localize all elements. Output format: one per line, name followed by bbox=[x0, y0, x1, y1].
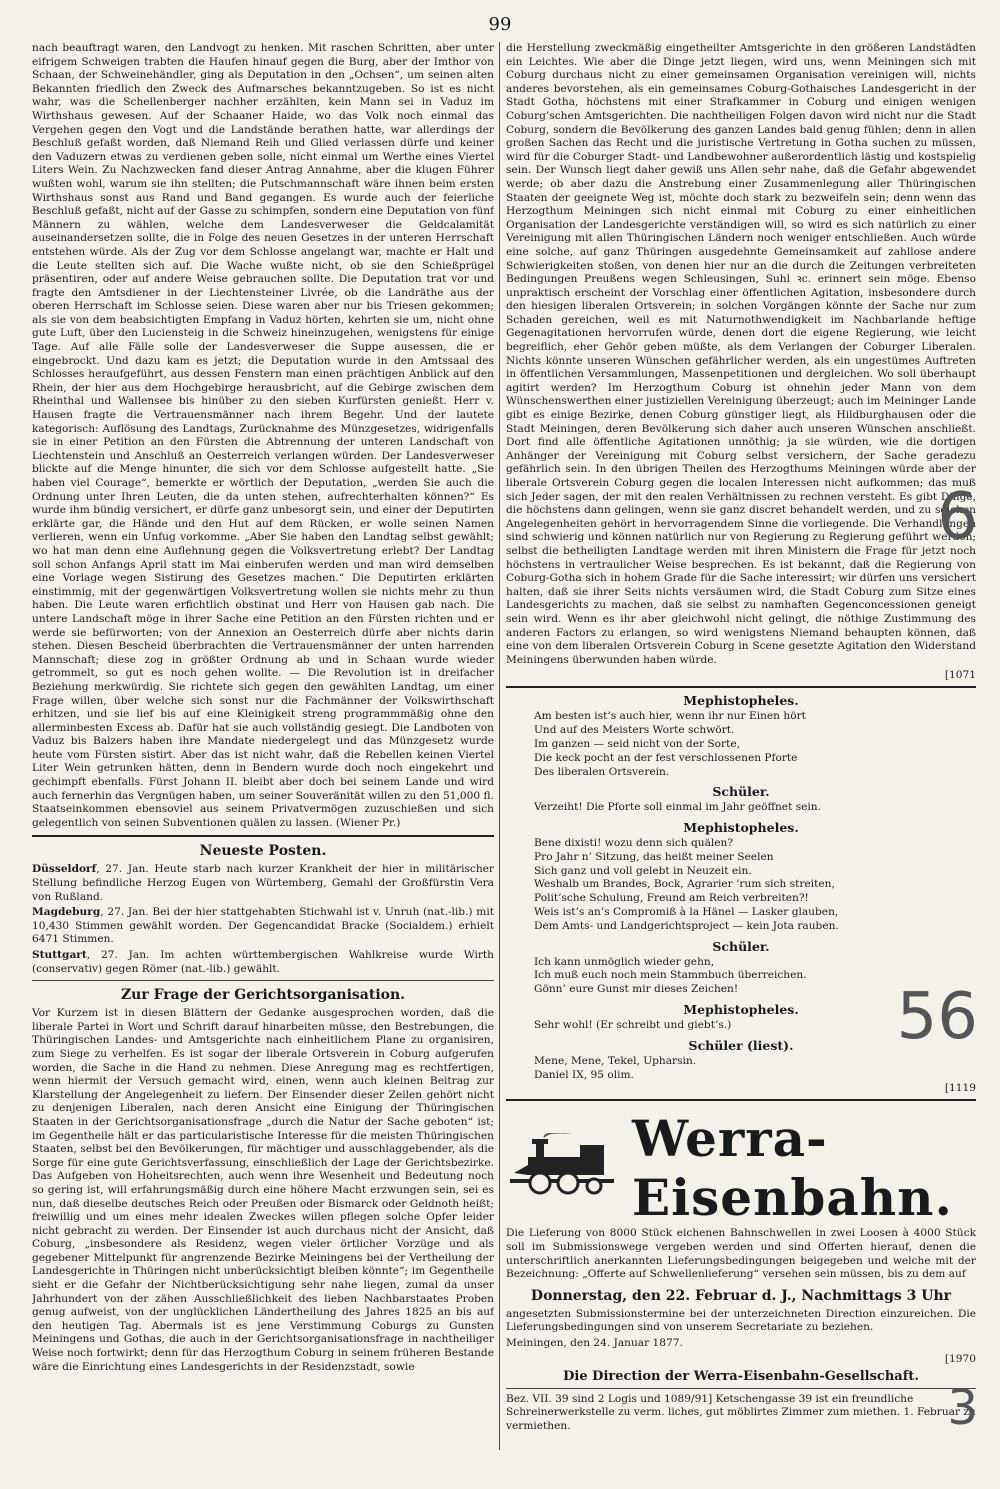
verse-line: Ich muß euch noch mein Stammbuch überreichen. bbox=[534, 969, 807, 982]
news-heading: Neueste Posten. bbox=[199, 843, 327, 860]
right-column bbox=[506, 42, 976, 1462]
speaker-name: Schüler. bbox=[712, 784, 770, 800]
railway-advertisement bbox=[506, 1109, 976, 1383]
verse-line: Dem Amts- und Landgerichtsproject — kein Jota rauben. bbox=[534, 919, 839, 932]
ad-header bbox=[506, 1109, 976, 1227]
verse-line: Daniel IX, 95 olim. bbox=[534, 1068, 634, 1081]
news-text: , 27. Jan. Bei der hier stattgehabten Stichwahl ist v. Unruh (nat.-lib.) mit 10,430 Stimmen gewählt worden. Der Gegencandidat Bracke (Socialdem.) erhielt 6471 Stimmen. bbox=[32, 906, 494, 946]
ad-body: Die Lieferung von 8000 Stück eichenen Bahnschwellen in zwei Loosen à 4000 Stück soll im Submissionswege vergeben werden und sind Offerten hierauf, denen die unterschriftlich anerkannten Lieferungsbedingungen beigegeben und welche mit der Bezeichnung: „Offerte auf Schwellenlieferung“ versehen sein müssen, bis zu dem auf bbox=[506, 1227, 976, 1281]
reference-number: [1071 bbox=[944, 669, 976, 682]
news-place: Düsseldorf bbox=[32, 863, 97, 876]
article-text: Vor Kurzem ist in diesen Blättern der Gedanke ausgesprochen worden, daß die liberale Partei in Wort und Schrift darauf hinarbeiten müsse, den Bestrebungen, die Thüringischen Landes- und Amtsgerichte nach einheitlichem Plane zu organisiren, zum Siege zu verhelfen. Es ist sogar der liberale Ortsverein in Coburg aufgerufen worden, die Sache in die Hand zu nehmen. Diese Anregung mag es rechtfertigen, wenn hiermit der Versuch gemacht wird, einen, wenn auch kleinen Beitrag zur Klarstellung der Angelegenheit zu liefern. Der Einsender dieser Zeilen gehört nicht zu denjenigen Liberalen, nach deren Ansicht eine Einigung der Thüringischen Staaten in der Gerichtsorganisationsfrage „durch die Natur der Sache geboten“ ist; im Gegentheile hält er das particularistische Interesse für die meisten Thüringischen Staaten, selbst bei den Bevölkerungen, für mächtiger und ausschlaggebender, als die Sorge für eine gute Gerichtsverfassung, einschließlich der Lage der Gerichtsbezirke. Das Aufgeben von Hoheitsrechten, auch wenn ihre Wesenheit und Bedeutung noch so gering ist, will erfahrungsmäßig durch eine höhere Macht erzwungen sein, sei es nun, daß dieselbe deutsches Reich oder Preußen oder Bismarck oder Geldnoth heißt; freiwillig und um eines mehr idealen Zweckes willen pflegen solche Opfer leider nicht gebracht zu werden. Der Einsender ist auch durchaus nicht der Ansicht, daß Coburg, „insbesondere als Residenz, wegen vieler örtlicher Vorzüge und als gegebener Mittelpunkt für angrenzende Bezirke Meiningens bei der Vertheilung der Landesgerichte in Thüringen nicht unberücksichtigt bleiben könnte“; im Gegentheile sieht er die Gefahr der Nichtberücksichtigung sehr nahe liegen, zumal da unser Jahrhundert von der zähen Ausschließlichkeit des lieben Nachbarstaates Proben genug aufweist, von der unglücklichen Ländertheilung des Jahres 1825 an bis auf den heutigen Tag. Abermals ist es jene Verstimmung Coburgs zu Gunsten Meiningens und Gothas, die auch in der Gerichtsorganisationsfrage in nachtheiliger Weise noch fortwirkt; denn für das Herzogthum Coburg in seinem früheren Bestande wäre die Einrichtung eines Landesgerichts in der Residenzstadt, sowie bbox=[32, 1007, 494, 1373]
reference-number: [1119 bbox=[944, 1082, 976, 1095]
news-place: Stuttgart bbox=[32, 949, 87, 961]
ad-date-line: Donnerstag, den 22. Februar d. J., Nachmittags 3 Uhr bbox=[530, 1287, 952, 1304]
verse-line: Weshalb um Brandes, Bock, Agrarier ’rum sich streiten, bbox=[534, 878, 835, 891]
verse-line: Gönn’ eure Gunst mir dieses Zeichen! bbox=[534, 983, 739, 996]
handwritten-mark: 6 bbox=[937, 480, 978, 554]
news-place: Magdeburg bbox=[32, 906, 101, 919]
reference-number: [1970 bbox=[944, 1352, 976, 1365]
verse-line: Des liberalen Ortsverein. bbox=[534, 765, 670, 778]
article-text: nach beauftragt waren, den Landvogt zu henken. Mit raschen Schritten, aber unter eifrigem Schweigen trabten die Haufen hinauf gegen die Burg, aber der Imthor von Schaan, der Schweinehändler, ging als Deputation in den „Ochsen“, um seinen alten Bekannten friedlich den Zweck des Aufmarsches bekanntzugeben. So ist es nicht wahr, was die Schellenberger nachher erzählten, kein Mann sei in Vaduz im Wirthshaus gewesen. Auf der Schaaner Haide, wo das Volk noch einmal das Vergehen gegen den Vogt und die Landstände berathen hatte, war allerdings der Beschluß gefaßt worden, daß Niemand Reih und Glied verlassen dürfe und keiner den Vaduzern etwas zu verdienen geben solle, nicht einmal um Werthe eines Viertel Liters Wein. Zu Nachzwecken fand dieser Antrag Annahme, aber die klugen Führer wußten wohl, warum sie ihn stellten; die Putschmannschaft wäre ihnen beim ersten Wirthshaus sonst aus Rand und Band gegangen. Es wurde auch der feierliche Beschluß gefaßt, nicht auf der Gasse zu schimpfen, sondern eine Deputation von fünf Männern zu wählen, welche dem Landesverweser die Geldcalamität auseinandersetzen sollte, die in Folge des neuen Gesetzes in der unteren Herrschaft entstehen würde. Als der Zug vor dem Schlosse angelangt war, machte er Halt und die Leute stellten sich auf. Die Wache wußte nicht, ob sie den Schießprügel präsentiren, oder auf andere Weise gebrauchen sollte. Die Deputation trat vor und fragte den Amtsdiener in der Liechtensteiner Livrée, ob die Landräthe aus der oberen Herrschaft im Schlosse seien. Diese waren aber nur bis Triesen gekommen; als sie von dem beabsichtigten Empfang in Vaduz hörten, kehrten sie um, nicht ohne gute Luft, über den Luciensteig in die Schweiz hineinzugehen, wenigstens für einige Tage. Auf alle Fälle solle der Landesverweser die Suppe ausessen, die er eingebrockt. Und dazu kam es jetzt; die Deputation wurde in den Amtssaal des Schlosses heraufgeführt, aus dessen Fenstern man einen prächtigen Anblick auf den Rhein, der hier aus dem Hochgebirge herausbricht, auf die Gebirge zwischen dem Rheinthal und Wallensee bis hinüber zu den sieben Kurfürsten genießt. Herr v. Hausen fragte die Vertrauensmänner nach ihrem Begehr. Und der lautete kategorisch: Auflösung des Landtags, Zurücknahme des Münzgesetzes, widrigenfalls sie in einer Petition an den Fürsten die Abtrennung der unteren Landschaft von Liechtenstein und Anschluß an Oesterreich verlangen würden. Der Landesverweser blickte auf die Menge hinunter, die sich vor dem Schlosse aufgestellt hatte. „Sie haben viel Courage“, bemerkte er wörtlich der Deputation, „werden Sie auch die Ordnung unter Ihren Leuten, die da unten stehen, aufrechterhalten können?“ Es wurde ihm bündig versichert, er dürfe ganz unbesorgt sein, und einer der Deputirten erklärte gar, die Hände und den Hut auf dem Rücken, er wolle seinen Namen verlieren, wenn ein Unfug vorkomme. „Aber Sie haben den Landtag selbst gewählt; wo hat man denn eine Auflehnung gegen die Volksvertretung erlebt? Der Landtag soll schon Anfangs April statt im Mai einberufen werden und man wird demselben eine Vorlage wegen Sistirung des Gesetzes machen.“ Die Deputirten erklärten einstimmig, mit der gegenwärtigen Volksvertretung wollen sie nichts mehr zu thun haben. Die Leute waren erfichtlich obstinat und Herr von Hausen gab nach. Die untere Landschaft möge in ihrer Sache eine Petition an den Fürsten richten und er werde sie befürworten; von der Annexion an Oesterreich dürfe aber nichts darin stehen. Diesen Bescheid überbrachten die Vertrauensmänner der unten harrenden Mannschaft; diese zog in größter Ordnung ab und in Schaan wurde wieder getrommelt, so gut es noch gehen wollte. — Die Revolution ist in dreifacher Beziehung merkwürdig. Sie richtete sich gegen den gewählten Landtag, um einer Frage willen, über welche sich sonst nur die Fachmänner der Volkswirthschaft erhitzen, und sie lief bis auf eine Kleinigkeit streng programmmäßig ohne den allerminbesten Excess ab. Dafür hat sie auch vollständig gesiegt. Die Landboten von Vaduz bis Balzers haben ihre Mandate niedergelegt und das Münzgesetz wurde heute vom Fürsten sistirt. Aber das ist nicht wahr, daß die Rebellen keinen Viertel Liter Wein getrunken hätten, denn in Bendern wurde doch noch eingekehrt und gechimpft ebenfalls. Fürst Johann II. bleibt aber doch bei seinem Lande und wird auch fernerhin das Vergnügen haben, um seiner Souveränität willen zu den 51,000 fl. Staatseinkommen ebensoviel aus seinem Privatvermögen zuzuschießen und sich gelegentlich von seinen Subventionen quälen zu lassen. (Wiener Pr.) bbox=[32, 42, 494, 829]
news-item bbox=[32, 949, 494, 976]
verse-line: Polit’sche Schulung, Freund am Reich verbreiten?! bbox=[534, 892, 809, 905]
column-divider bbox=[499, 42, 500, 1450]
ad-signature: Die Direction der Werra-Eisenbahn-Gesellschaft. bbox=[563, 1368, 919, 1384]
article-text: die Herstellung zweckmäßig eingetheilter Amtsgerichte in den größeren Landstädten ein Leichtes. Wie aber die Dinge jetzt liegen, wird uns, wenn Meiningen sich mit Coburg durchaus nicht zu einer gemeinsamen Organisation vereinigen will, nichts anderes bevorstehen, als ein gemeinsames Coburg-Gothaisches Landesgericht in der Stadt Gotha, höchstens mit einer Strafkammer in Coburg und einigen wenigen Coburg’schen Amtsgerichten. Die nachtheiligen Folgen davon wird nicht nur die Stadt Coburg, sondern die Bevölkerung des ganzen Landes bald genug fühlen; denn in allen großen Sachen das Recht und die juristische Vertretung in Gotha suchen zu müssen, wird für die Coburger Stadt- und Landbewohner außerordentlich lästig und kostspielig sein. Der Wunsch liegt daher gewiß uns Allen sehr nahe, daß die Gefahr abgewendet werde; ob aber dazu die Anstrebung einer Zusammenlegung aller Thüringischen Staaten der geeignete Weg ist, möchte doch stark zu bezweifeln sein; denn wenn das Herzogthum Meiningen sich nicht einmal mit Coburg zu einer einheitlichen Organisation der Landesgerichte verständigen will, so wird es sich natürlich zu einer Vereinigung mit allen Thüringischen Ländern noch weniger entschließen. Auch würde eine solche, auf ganz Thüringen ausgedehnte Gemeinsamkeit auf zahllose andere Schwierigkeiten stoßen, von denen hier nur an die durch die Zeitungen verbreiteten Bedingungen Preußens wegen Schleusingen, Suhl ꝛc. erinnert sein möge. Ebenso unpraktisch erscheint der Vorschlag einer öffentlichen Agitation, insbesondere durch den hiesigen liberalen Ortsverein; in solchen Vorgängen könnte der Sache nur zum Schaden gereichen, weil es mit Naturnothwendigkeit im Nachbarlande heftige Gegenagitationen hervorrufen würde, denen dort die eigene Regierung, wie leicht begreiflich, eher Gehör geben müßte, als dem Verlangen der Coburger Liberalen. Nichts könnte unseren Wünschen gefährlicher werden, als ein ungestümes Auftreten in öffentlichen Versammlungen, Massenpetitionen und dergleichen. Wo soll überhaupt agitirt werden? Im Herzogthum Coburg ist ohnehin jeder Mann von dem Wünschenswerthen einer justiziellen Vereinigung überzeugt; auch im Meininger Lande gibt es einige Bezirke, denen Coburg günstiger liegt, als Hildburghausen oder die Stadt Meiningen, deren Bevölkerung sich daher auch unseren Wünschen anschließt. Dort find alle öffentliche Agitationen unnöthig; ja sie würden, wie die dortigen Anhänger der Vereinigung mit Coburg selbst versichern, der Sache geradezu gefährlich sein. In den übrigen Theilen des Herzogthums Meiningen würde aber der liberale Ortsverein Coburg gegen die localen Interessen nicht aufkommen; das muß sich Jeder sagen, der mit den realen Verhältnissen zu rechnen versteht. Es gibt Dinge, die höchstens dann gelingen, wenn sie ganz discret behandelt werden, und zu solchen Angelegenheiten gehört in hervorragendem Sinne die vorliegende. Die Verhandlungen sind schwierig und können natürlich nur von Regierung zu Regierung geführt werden; selbst die betheiligten Landtage werden mit ihren Ministern die Frage für jetzt noch höchstens in vertraulicher Weise besprechen. Es ist bekannt, daß die Regierung von Coburg-Gotha sich in hohem Grade für die Sache interessirt; wir dürfen uns versichert halten, daß sie ihrer Seits nichts versäumen wird, die Stadt Coburg zum Sitze eines Landesgerichts zu machen, daß sie selbst zu namhaften Gegenconcessionen geneigt sein wird. Wenn es ihr aber gleichwohl nicht gelingt, die nöthige Zustimmung des anderen Factors zu erlangen, so wird wenigstens Niemand behaupten können, daß eine von dem liberalen Ortsverein Coburg in Scene gesetzte Agitation den Widerstand Meiningens überwunden haben würde. bbox=[506, 42, 976, 666]
verse-line: Weis ist’s an’s Compromiß à la Hänel — Lasker glauben, bbox=[534, 906, 839, 919]
left-column bbox=[32, 42, 494, 1462]
news-text: , 27. Jan. Heute starb nach kurzer Krankheit der hier in militärischer Stellung befindliche Herzog Eugen von Würtemberg, Gemahl der Großfürstin Vera von Rußland. bbox=[32, 863, 494, 903]
verse-line: Und auf des Meisters Worte schwört. bbox=[534, 724, 735, 737]
verse-line: Sehr wohl! (Er schreibt und giebt’s.) bbox=[534, 1019, 732, 1032]
verse-line: Im ganzen — seid nicht von der Sorte, bbox=[534, 737, 740, 750]
verse-line: Verzeiht! Die Pforte soll einmal im Jahr geöffnet sein. bbox=[534, 801, 821, 814]
divider bbox=[506, 686, 976, 688]
speaker-name: Schüler (liest). bbox=[688, 1037, 794, 1053]
ad-body: angesetzten Submissionstermine bei der unterzeichneten Direction einzureichen. Die Lieferungsbedingungen sind von unserem Secretariate zu beziehen. bbox=[506, 1307, 976, 1334]
speaker-name: Mephistopheles. bbox=[683, 820, 799, 836]
handwritten-mark: 3 bbox=[947, 1380, 978, 1436]
news-item bbox=[32, 906, 494, 947]
classified-ad: Bez. VII. 39 sind 2 Logis und 1089/91] Ketschengasse 39 ist ein freundliche Schreinerwerkstelle zu verm. liches, gut möblirtes Zimmer zum miethen. 1. Februar zu vermiethen. bbox=[506, 1392, 976, 1432]
divider bbox=[32, 835, 494, 837]
verse-line: Die keck pocht an der fest verschlossenen Pforte bbox=[534, 751, 798, 764]
handwritten-mark: 56 bbox=[896, 980, 978, 1054]
divider bbox=[32, 980, 494, 981]
verse-line: Mene, Mene, Tekel, Upharsin. bbox=[534, 1054, 697, 1067]
news-text: , 27. Jan. Im achten württembergischen Wahlkreise wurde Wirth (conservativ) gegen Römer (nat.-lib.) gewählt. bbox=[32, 949, 494, 975]
speaker-name: Mephistopheles. bbox=[683, 693, 799, 709]
verse-line: Pro Jahr n’ Sitzung, das heißt meiner Seelen bbox=[534, 850, 774, 863]
article-heading: Zur Frage der Gerichtsorganisation. bbox=[120, 987, 406, 1004]
divider bbox=[506, 1388, 976, 1389]
verse-line: Bene dixisti! wozu denn sich quälen? bbox=[534, 837, 734, 850]
locomotive-icon bbox=[506, 1133, 618, 1203]
verse-line: Am besten ist’s auch hier, wenn ihr nur Einen hört bbox=[534, 710, 806, 723]
verse-line: Ich kann unmöglich wieder gehn, bbox=[534, 955, 715, 968]
news-item bbox=[32, 863, 494, 904]
page-number: 99 bbox=[488, 14, 512, 35]
ad-title: Werra-Eisenbahn. bbox=[632, 1109, 953, 1228]
speaker-name: Schüler. bbox=[712, 938, 770, 954]
ad-place-date: Meiningen, den 24. Januar 1877. bbox=[506, 1337, 683, 1350]
speaker-name: Mephistopheles. bbox=[683, 1002, 799, 1018]
verse-line: Sich ganz und voll gelebt in Neuzeit ein. bbox=[534, 864, 752, 877]
divider bbox=[506, 1099, 976, 1101]
